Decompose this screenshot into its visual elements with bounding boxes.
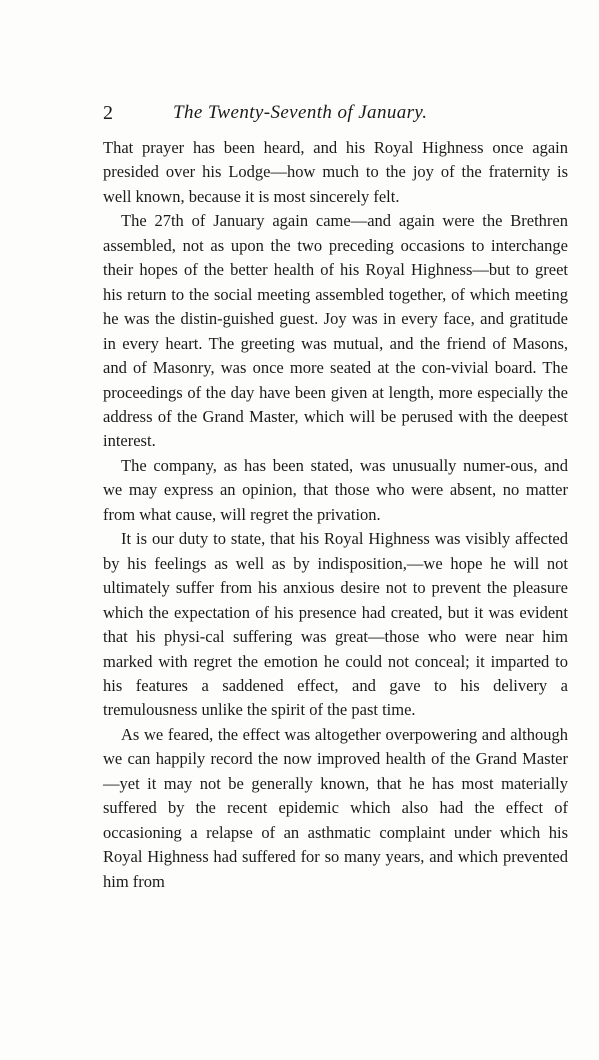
paragraph-5: As we feared, the effect was altogether overpowering and although we can happily record the now improved health of the Grand Master—yet it may not be generally known, that he has most materially suffered by the recent epidemic which also had the effect of occasioning a relapse of an asthmatic complaint under which his Royal Highness had suffered for so many years, and which prevented him from <box>103 724 568 891</box>
paragraph-4: It is our duty to state, that his Royal Highness was visibly affected by his feelings as well as by indisposition,—we hope he will not ultimately suffer from his anxious desire not to prevent the pleasure which the expectation of his presence had created, but it was evident that his physi-cal suffering was great—those who were near him marked with regret the emotion he could not conceal; it imparted to his features a saddened effect, and gave to his delivery a tremulousness unlike the spirit of the past time. <box>103 529 568 720</box>
running-head <box>103 100 568 126</box>
paragraph-2: The 27th of January again came—and again were the Brethren assembled, not as upon the two preceding occasions to interchange their hopes of the better health of his Royal Highness—but to greet his return to the social meeting assembled together, of which meeting he was the distin-guished guest. Joy was in every face, and gratitude in every heart. The greeting was mutual, and the friend of Masons, and of Masonry, was once more seated at the con-vivial board. The proceedings of the day have been given at length, more especially the address of the Grand Master, which will be perused with the deepest interest. <box>103 211 568 451</box>
paragraph-3: The company, as has been stated, was unusually numer-ous, and we may express an opinion, that those who were absent, no matter from what cause, will regret the privation. <box>103 455 568 524</box>
page-number: 2 <box>103 102 113 124</box>
running-title: The Twenty-Seventh of January. <box>173 102 428 123</box>
paragraph-1: That prayer has been heard, and his Royal Highness once again presided over his Lodge—how much to the joy of the fraternity is well known, because it is most sincerely felt. <box>103 138 568 206</box>
body-text <box>103 136 568 894</box>
